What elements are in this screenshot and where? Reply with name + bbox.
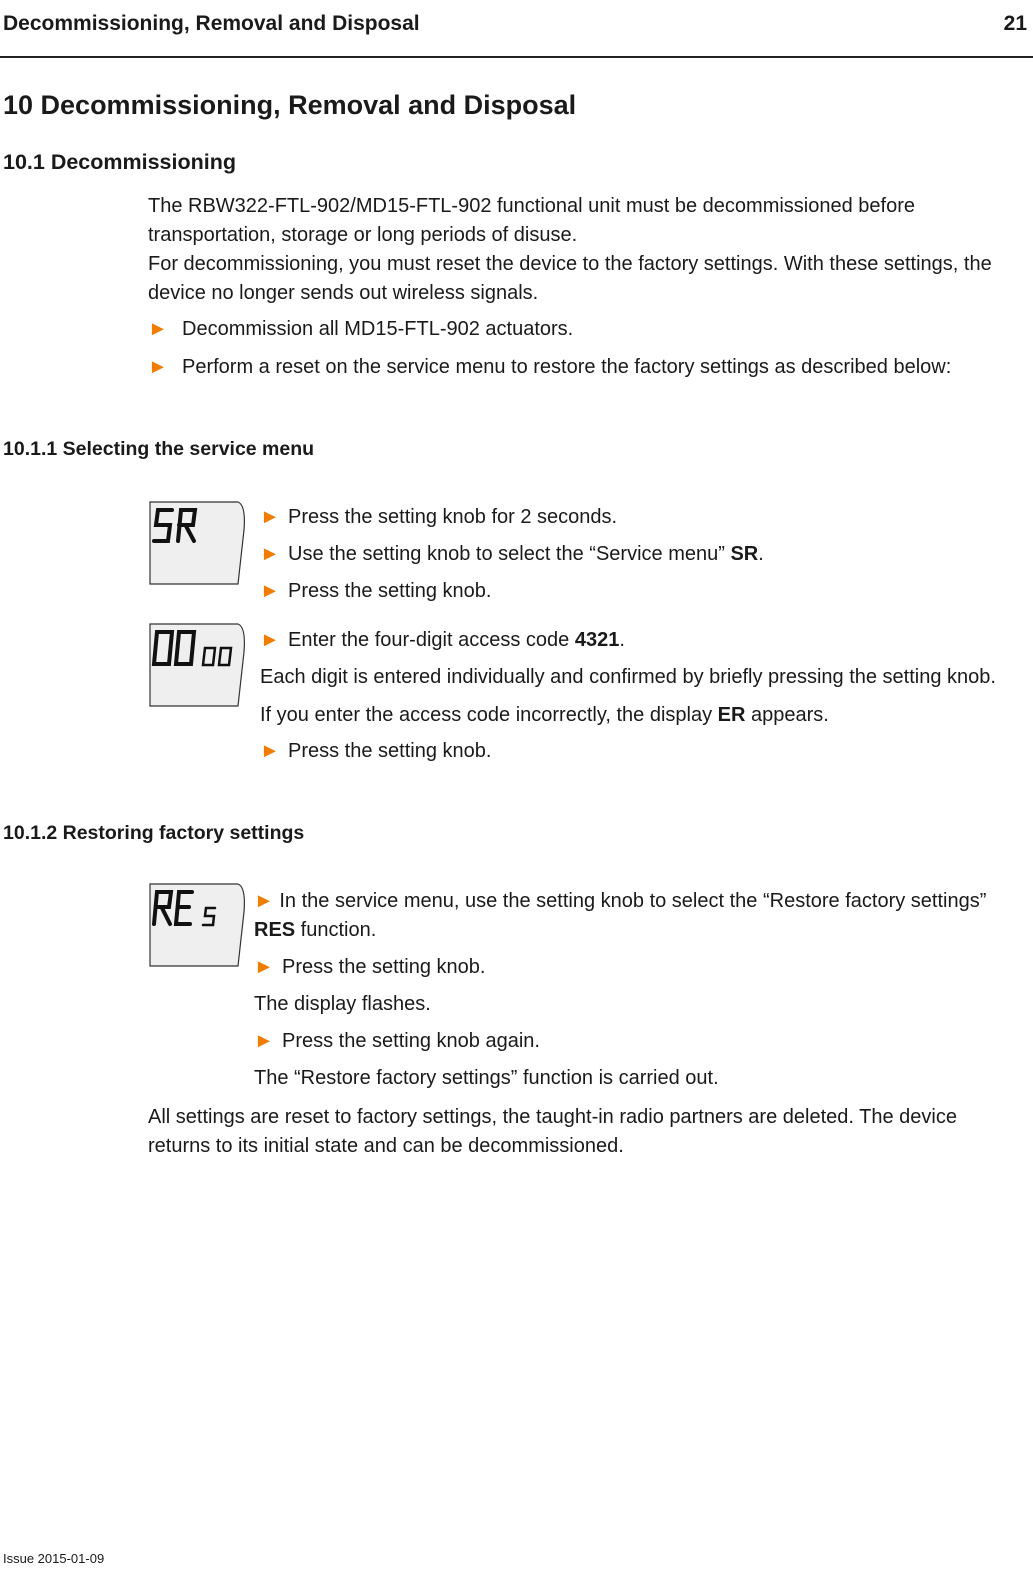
step-text — [254, 887, 1030, 945]
lcd-display-sr — [148, 500, 248, 588]
footer-issue-date: Issue 2015-01-09 — [3, 1551, 105, 1566]
step-text: Press the setting knob. — [282, 956, 486, 978]
error-code: ER — [717, 704, 746, 726]
section-title: 10.1 Decommissioning — [3, 150, 236, 174]
arrow-bullet-icon: ► — [148, 318, 168, 340]
step-text: Press the setting knob for 2 seconds. — [288, 506, 618, 528]
chapter-title: 10 Decommissioning, Removal and Disposal — [3, 90, 577, 120]
list-item — [148, 353, 1028, 382]
list-item — [260, 737, 1030, 766]
step-text: Press the setting knob. — [288, 740, 492, 762]
note-text — [260, 701, 1030, 730]
arrow-bullet-icon: ► — [260, 580, 280, 602]
list-item — [260, 503, 1030, 532]
arrow-bullet-icon: ► — [260, 740, 280, 762]
list-item — [254, 1027, 1030, 1056]
paragraph-intro: The RBW322-FTL-902/MD15-FTL-902 functional unit must be decommissioned before transportation, storage or long periods of disuse. — [148, 195, 916, 246]
lcd-display-0000 — [148, 622, 248, 710]
list-item — [254, 953, 1030, 982]
access-code: 4321 — [574, 629, 620, 651]
lcd-value: SR — [148, 500, 150, 501]
note-text: Each digit is entered individually and confirmed by briefly pressing the setting knob. — [260, 666, 996, 688]
running-header-title: Decommissioning, Removal and Disposal — [3, 12, 420, 35]
note-text-part: If you enter the access code incorrectly, the display — [260, 704, 718, 726]
step-text-part: . — [619, 629, 625, 651]
subsection-title-factory-settings: 10.1.2 Restoring factory settings — [3, 822, 305, 844]
list-item — [260, 577, 1030, 606]
section-body — [148, 192, 1028, 382]
lcd-frame — [150, 884, 244, 966]
arrow-bullet-icon: ► — [260, 543, 280, 565]
steps-access-code — [260, 626, 1030, 766]
step-text-part: Use the setting knob to select the “Service menu” — [288, 543, 731, 565]
list-item — [148, 315, 1028, 344]
step-text: Press the setting knob again. — [282, 1030, 540, 1052]
paragraph-reset: For decommissioning, you must reset the device to the factory settings. With these settings, the device no longer sends out wireless signals. — [148, 253, 992, 304]
function-code-res: RES — [254, 919, 296, 941]
arrow-bullet-icon: ► — [148, 356, 168, 378]
arrow-bullet-icon: ► — [254, 956, 274, 978]
arrow-bullet-icon: ► — [260, 506, 280, 528]
step-text-part: . — [758, 543, 764, 565]
arrow-bullet-icon: ► — [254, 1030, 274, 1052]
step-text-part: Enter the four-digit access code — [288, 629, 575, 651]
list-item — [260, 540, 1030, 569]
lcd-value: RES — [148, 882, 151, 883]
header-rule — [0, 56, 1033, 58]
step-code-sr: SR — [730, 543, 759, 565]
step-text-part: function. — [295, 919, 377, 941]
step-text — [288, 540, 764, 569]
list-item — [260, 626, 1030, 655]
steps-factory-reset — [254, 887, 1030, 1093]
steps-service-menu — [260, 503, 1030, 606]
subsection-title-service-menu: 10.1.1 Selecting the service menu — [3, 438, 315, 460]
page-number: 21 — [1003, 12, 1027, 35]
note-text: The “Restore factory settings” function is carried out. — [254, 1067, 719, 1089]
lcd-display-res — [148, 882, 248, 970]
bullet-text: Decommission all MD15-FTL-902 actuators. — [182, 318, 574, 340]
step-text-part: In the service menu, use the setting knob to select the “Restore factory settings” — [279, 890, 987, 912]
step-text — [288, 626, 625, 655]
arrow-bullet-icon: ► — [254, 890, 274, 912]
step-text: Press the setting knob. — [288, 580, 492, 602]
lcd-value: 0000 — [148, 622, 151, 623]
note-text: The display flashes. — [254, 993, 431, 1015]
bullet-text: Perform a reset on the service menu to restore the factory settings as described below: — [182, 356, 952, 378]
closing-paragraph: All settings are reset to factory settings, the taught-in radio partners are deleted. The device returns to its initial state and can be decommissioned. — [148, 1106, 957, 1157]
arrow-bullet-icon: ► — [260, 629, 280, 651]
note-text-part: appears. — [745, 704, 829, 726]
